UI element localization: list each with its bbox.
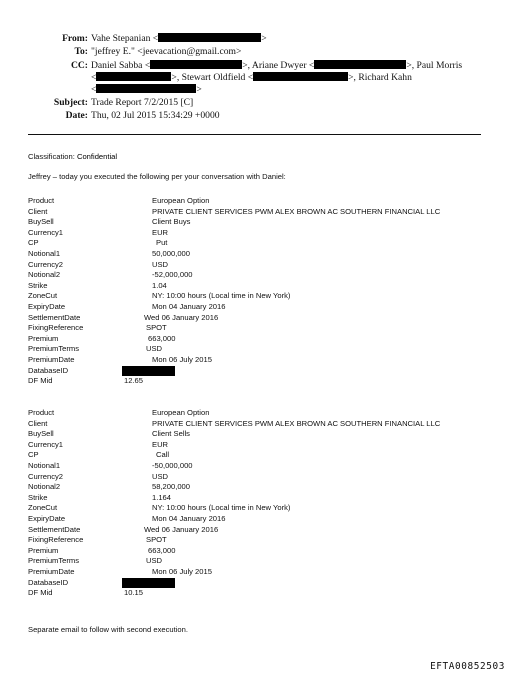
- field-value: Call: [156, 450, 170, 460]
- field-value: 58,200,000: [152, 482, 191, 492]
- field-value: Mon 04 January 2016: [152, 513, 226, 523]
- from-label: From:: [62, 33, 88, 44]
- field-key: BuySell: [28, 429, 54, 439]
- field-value: SPOT: [146, 535, 167, 545]
- field-key: SettlementDate: [28, 524, 81, 534]
- field-value: 1.04: [152, 280, 167, 290]
- table-row: [28, 450, 478, 461]
- table-row: [28, 408, 478, 419]
- classification-value: Confidential: [76, 152, 118, 161]
- table-row: [28, 207, 478, 218]
- field-value: USD: [146, 556, 163, 566]
- field-value: Client Buys: [152, 217, 191, 227]
- field-key: DatabaseID: [28, 577, 69, 587]
- redaction-block: [122, 366, 175, 376]
- field-key: PremiumTerms: [28, 556, 80, 566]
- table-row: [28, 238, 478, 249]
- field-key: ExpiryDate: [28, 301, 66, 311]
- field-key: Product: [28, 196, 55, 205]
- table-row: [28, 461, 478, 472]
- field-key: Currency2: [28, 259, 64, 269]
- table-row: [28, 493, 478, 504]
- redaction-block: [96, 84, 196, 93]
- intro-text: Jeffrey – today you executed the following per your conversation with Daniel:: [28, 172, 286, 181]
- table-row: [28, 482, 478, 493]
- cc-label: CC:: [70, 60, 88, 71]
- field-key: DF Mid: [28, 376, 53, 386]
- table-row: [28, 429, 478, 440]
- table-row: [28, 260, 478, 271]
- document-id: EFTA00852503: [430, 661, 505, 672]
- field-key: FixingReference: [28, 535, 84, 545]
- table-row: [28, 440, 478, 451]
- table-row: [28, 503, 478, 514]
- field-value: NY: 10:00 hours (Local time in New York): [152, 503, 291, 513]
- cc-line-3: < >: [91, 84, 202, 95]
- field-value: 663,000: [148, 333, 176, 343]
- table-row: [28, 567, 478, 578]
- cc-line-2: < >, Stewart Oldfield < >, Richard Kahn: [91, 72, 412, 83]
- to-value: "jeffrey E." <jeevacation@gmail.com>: [91, 46, 242, 57]
- table-row: [28, 249, 478, 260]
- redaction-block: [96, 72, 171, 81]
- redaction-block: [253, 72, 348, 81]
- header-divider: [28, 134, 481, 135]
- table-row: [28, 344, 478, 355]
- field-key: FixingReference: [28, 323, 84, 333]
- field-value: 10.15: [124, 588, 144, 598]
- field-value: Mon 06 July 2015: [152, 566, 212, 576]
- field-key: ExpiryDate: [28, 513, 66, 523]
- field-value: European Option: [152, 408, 210, 417]
- trade-table-1: [28, 196, 478, 387]
- table-row: [28, 270, 478, 281]
- date-label: Date:: [65, 110, 88, 121]
- field-key: Premium: [28, 333, 59, 343]
- field-key: Notional2: [28, 270, 61, 280]
- field-value: EUR: [152, 439, 169, 449]
- field-value: 663,000: [148, 545, 176, 555]
- field-key: SettlementDate: [28, 312, 81, 322]
- from-value: Vahe Stepanian < >: [91, 33, 267, 44]
- field-value: -50,000,000: [152, 460, 193, 470]
- to-label: To:: [74, 46, 88, 57]
- field-key: BuySell: [28, 217, 54, 227]
- subject-label: Subject:: [53, 97, 88, 108]
- field-value: Client Sells: [152, 429, 190, 439]
- table-row: [28, 578, 478, 589]
- field-key: Notional2: [28, 482, 61, 492]
- field-key: Product: [28, 408, 55, 417]
- table-row: [28, 588, 478, 599]
- table-row: [28, 419, 478, 430]
- cc-line-1: Daniel Sabba < >, Ariane Dwyer < >, Paul Morris: [91, 60, 463, 71]
- field-key: DF Mid: [28, 588, 53, 598]
- table-row: [28, 535, 478, 546]
- table-row: [28, 472, 478, 483]
- field-value: PRIVATE CLIENT SERVICES PWM ALEX BROWN AC SOUTHERN FINANCIAL LLC: [152, 418, 441, 428]
- field-key: Strike: [28, 280, 48, 290]
- field-key: CP: [28, 450, 39, 460]
- field-key: Currency1: [28, 439, 64, 449]
- field-value: USD: [152, 259, 169, 269]
- subject-value: Trade Report 7/2/2015 [C]: [91, 97, 194, 108]
- field-key: DatabaseID: [28, 365, 69, 375]
- table-row: [28, 556, 478, 567]
- footer-text: Separate email to follow with second execution.: [28, 625, 188, 634]
- table-row: [28, 525, 478, 536]
- table-row: [28, 366, 478, 377]
- field-key: Client: [28, 206, 48, 216]
- redaction-block: [158, 33, 261, 42]
- field-value: -52,000,000: [152, 270, 193, 280]
- field-key: Strike: [28, 492, 48, 502]
- field-value: EUR: [152, 227, 169, 237]
- field-key: Notional1: [28, 248, 61, 258]
- field-value: USD: [146, 344, 163, 354]
- field-key: Currency1: [28, 227, 64, 237]
- redaction-block: [150, 60, 242, 69]
- field-value: Mon 06 July 2015: [152, 354, 212, 364]
- table-row: [28, 302, 478, 313]
- trade-table-2: [28, 408, 478, 599]
- classification-line: [28, 152, 117, 161]
- field-key: PremiumDate: [28, 566, 75, 576]
- field-key: CP: [28, 238, 39, 248]
- field-value: NY: 10:00 hours (Local time in New York): [152, 291, 291, 301]
- field-value: 50,000,000: [152, 248, 191, 258]
- field-value: PRIVATE CLIENT SERVICES PWM ALEX BROWN AC SOUTHERN FINANCIAL LLC: [152, 206, 441, 216]
- table-row: [28, 376, 478, 387]
- table-row: [28, 281, 478, 292]
- field-value: Put: [156, 238, 168, 248]
- table-row: [28, 514, 478, 525]
- field-key: PremiumTerms: [28, 344, 80, 354]
- field-key: ZoneCut: [28, 291, 58, 301]
- field-value: European Option: [152, 196, 210, 205]
- classification-label: Classification:: [28, 152, 77, 161]
- field-value: 1.164: [152, 492, 172, 502]
- date-value: Thu, 02 Jul 2015 15:34:29 +0000: [91, 110, 220, 121]
- table-row: [28, 355, 478, 366]
- table-row: [28, 334, 478, 345]
- field-key: PremiumDate: [28, 354, 75, 364]
- field-value: Wed 06 January 2016: [144, 524, 219, 534]
- field-key: Client: [28, 418, 48, 428]
- table-row: [28, 196, 478, 207]
- redaction-block: [122, 578, 175, 588]
- field-value: SPOT: [146, 323, 167, 333]
- field-key: Premium: [28, 545, 59, 555]
- field-key: Currency2: [28, 471, 64, 481]
- field-value: Wed 06 January 2016: [144, 312, 219, 322]
- table-row: [28, 323, 478, 334]
- table-row: [28, 313, 478, 324]
- field-key: ZoneCut: [28, 503, 58, 513]
- table-row: [28, 228, 478, 239]
- redaction-block: [314, 60, 406, 69]
- field-key: Notional1: [28, 460, 61, 470]
- field-value: 12.65: [124, 376, 144, 386]
- table-row: [28, 217, 478, 228]
- field-value: USD: [152, 471, 169, 481]
- table-row: [28, 291, 478, 302]
- table-row: [28, 546, 478, 557]
- field-value: Mon 04 January 2016: [152, 301, 226, 311]
